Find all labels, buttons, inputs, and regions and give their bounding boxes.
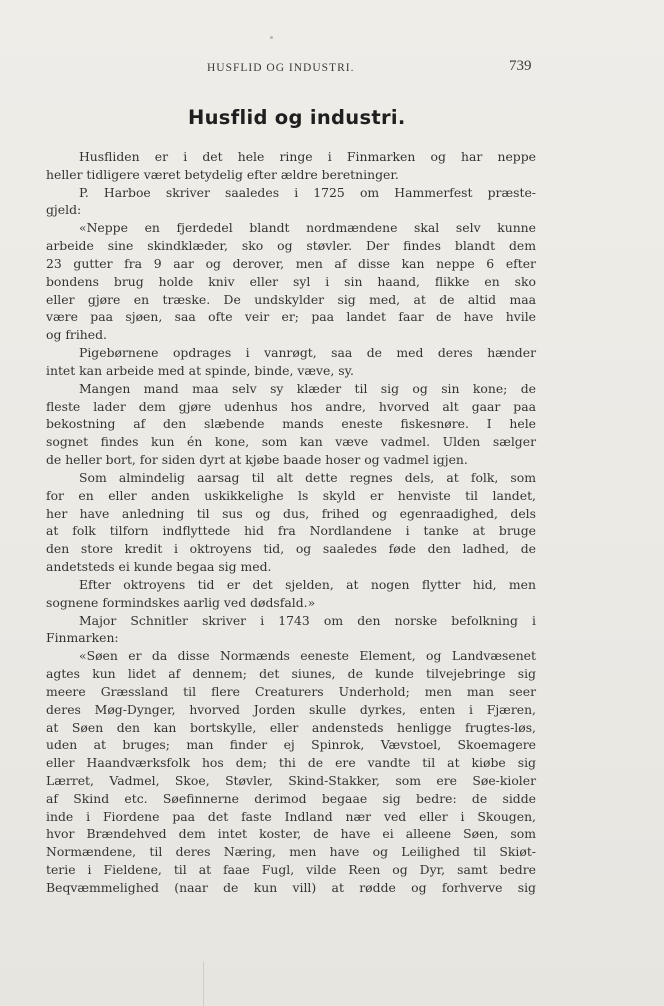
text-line: Beqvæmmelighed (naar de kun vill) at rødde og forhverve sig [46, 879, 536, 895]
text-line: andetsteds ei kunde begaa sig med. [46, 559, 272, 575]
text-line: Normændene, til deres Næring, men have og Leilighed til Skiøt- [46, 844, 536, 860]
text-line: Finmarken: [46, 630, 119, 646]
chapter-title: Husflid og industri. [188, 106, 406, 129]
text-line: bondens brug holde kniv eller syl i sin haand, flikke en sko [46, 273, 536, 289]
text-line: her have anledning til sus og dus, frihed og egenraadighed, dels [46, 505, 536, 521]
text-line: inde i Fiordene paa det faste Indland nær ved eller i Skougen, [46, 808, 536, 824]
text-line: for en eller anden uskikkelighe ls skyld er henviste til landet, [46, 487, 536, 503]
running-head: HUSFLID OG INDUSTRI. [207, 62, 355, 74]
body-text [46, 148, 536, 897]
page-number: 739 [509, 58, 532, 74]
text-line: hvor Brændehved dem intet koster, de have ei alleene Søen, som [46, 826, 536, 842]
text-line: af Skind etc. Søefinnerne derimod begaae sig bedre: de sidde [46, 790, 536, 806]
text-line: meere Græssland til flere Creaturers Underhold; men man seer [46, 683, 536, 699]
text-line: og frihed. [46, 327, 107, 343]
text-line: Mangen mand maa selv sy klæder til sig og sin kone; de [79, 380, 536, 396]
text-line: være paa sjøen, saa ofte veir er; paa landet faar de have hvile [46, 309, 536, 325]
text-line: «Søen er da disse Normænds eeneste Element, og Landvæsenet [79, 648, 536, 664]
text-line: P. Harboe skriver saaledes i 1725 om Hammerfest præste- [79, 184, 536, 200]
text-line: eller Haandværksfolk hos dem; thi de ere vandte til at kiøbe sig [46, 755, 536, 771]
text-line: at Søen den kan bortskylle, eller andensteds henligge frugtes-løs, [46, 719, 536, 735]
text-line: uden at bruges; man finder ej Spinrok, Vævstoel, Skoemagere [46, 737, 536, 753]
text-line: eller gjøre en træske. De undskylder sig med, at de altid maa [46, 291, 536, 307]
text-line: Major Schnitler skriver i 1743 om den norske befolkning i [79, 612, 536, 628]
text-line: intet kan arbeide med at spinde, binde, væve, sy. [46, 362, 354, 378]
text-line: Som almindelig aarsag til alt dette regnes dels, at folk, som [79, 469, 536, 485]
text-line: sognet findes kun én kone, som kan væve vadmel. Ulden sælger [46, 434, 536, 450]
text-line: «Neppe en fjerdedel blandt nordmændene skal selv kunne [79, 220, 536, 236]
text-line: heller tidligere været betydelig efter ældre beretninger. [46, 166, 399, 182]
text-line: de heller bort, for siden dyrt at kjøbe baade hoser og vadmel igjen. [46, 452, 468, 468]
text-line: terie i Fieldene, til at faae Fugl, vilde Reen og Dyr, samt bedre [46, 862, 536, 878]
text-line: deres Møg-Dynger, hvorved Jorden skulle dyrkes, enten i Fjæren, [46, 701, 536, 717]
text-line: agtes kun lidet af dennem; det siunes, de kunde tilvejebringe sig [46, 666, 536, 682]
text-line: Pigebørnene opdrages i vanrøgt, saa de med deres hænder [79, 345, 536, 361]
text-line: gjeld: [46, 202, 82, 218]
text-line: Husfliden er i det hele ringe i Finmarken og har neppe [79, 149, 536, 164]
text-line: 23 gutter fra 9 aar og derover, men af disse kan neppe 6 efter [46, 255, 536, 271]
text-line: Efter oktroyens tid er det sjelden, at nogen flytter hid, men [79, 576, 536, 592]
text-line: bekostning af den slæbende mands eneste fiskesnøre. I hele [46, 416, 536, 432]
text-line: Lærret, Vadmel, Skoe, Støvler, Skind-Stakker, som ere Søe-kioler [46, 772, 536, 788]
text-line: sognene formindskes aarlig ved dødsfald.» [46, 594, 316, 610]
scan-speck [270, 36, 273, 39]
text-line: den store kredit i oktroyens tid, og saaledes føde den ladhed, de [46, 541, 536, 557]
text-line: arbeide sine skindklæder, sko og støvler. Der findes blandt dem [46, 238, 536, 254]
scan-fold-line [203, 962, 204, 1006]
text-line: fleste lader dem gjøre udenhus hos andre, hvorved alt gaar paa [46, 398, 536, 414]
text-line: at folk tilforn indflyttede hid fra Nordlandene i tanke at bruge [46, 523, 536, 539]
